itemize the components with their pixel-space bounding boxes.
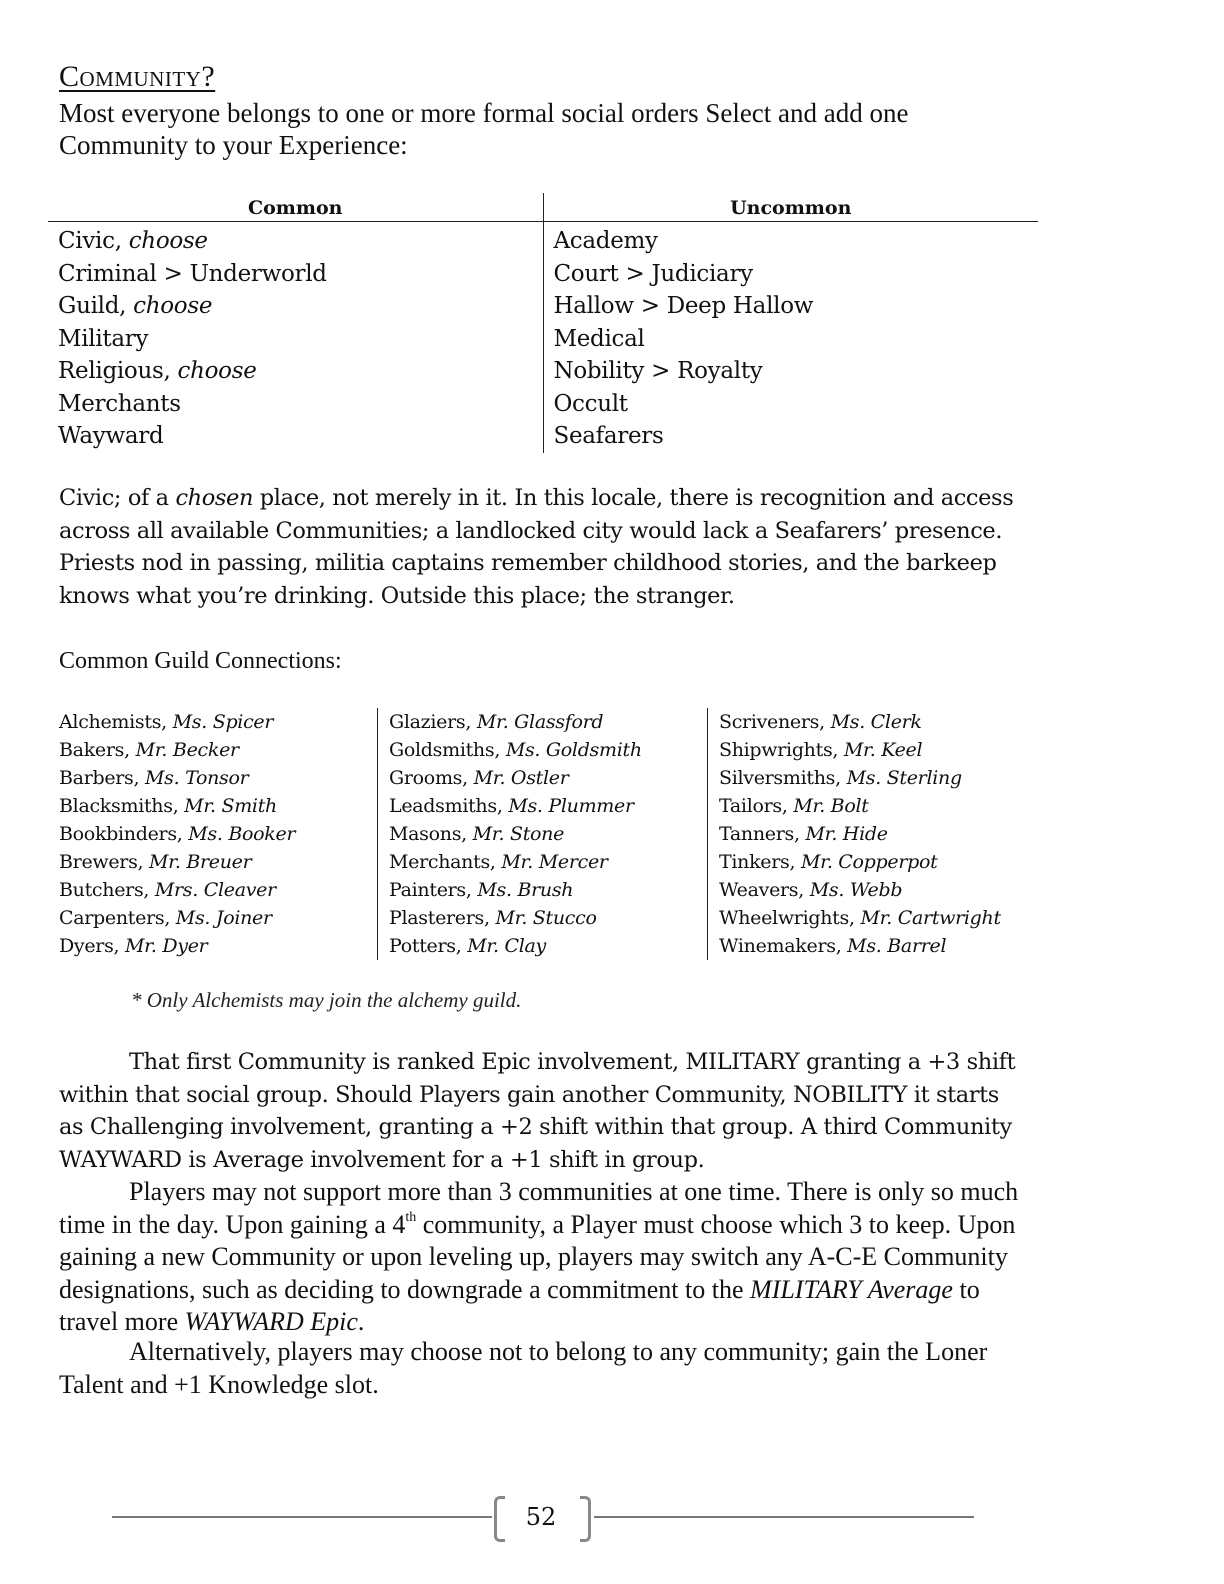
guild-name: Merchants bbox=[389, 851, 490, 873]
common-community-item: Merchants bbox=[58, 390, 181, 417]
guild-name: Plasterers bbox=[389, 907, 484, 929]
guild-contact: Mr. Stone bbox=[472, 823, 565, 845]
guild-name: Butchers bbox=[59, 879, 144, 901]
guild-name: Silversmiths bbox=[719, 767, 836, 789]
community-table bbox=[48, 193, 1038, 453]
guild-contact: Ms. Clerk bbox=[830, 711, 922, 733]
guild-item: Merchants, Mr. Mercer bbox=[389, 851, 608, 873]
uncommon-community-item: Academy bbox=[553, 228, 658, 254]
guild-contact: Mr. Bolt bbox=[793, 795, 869, 817]
guild-contact: Mr. Keel bbox=[843, 739, 923, 761]
guild-item: Goldsmiths, Ms. Goldsmith bbox=[389, 739, 642, 761]
uncommon-community-item: Nobility > Royalty bbox=[553, 358, 763, 384]
guild-item: Brewers, Mr. Breuer bbox=[59, 851, 252, 873]
section-heading: Community? bbox=[59, 60, 216, 93]
common-column bbox=[48, 222, 544, 453]
guild-contact: Mr. Smith bbox=[184, 795, 277, 817]
guild-name: Masons bbox=[389, 823, 462, 845]
guild-contact: Mr. Clay bbox=[467, 935, 546, 957]
guild-item: Weavers, Ms. Webb bbox=[719, 879, 903, 901]
common-community-item: Criminal > Underworld bbox=[58, 260, 327, 287]
common-community-item: Religious, choose bbox=[58, 358, 257, 384]
guild-contact: Ms. Booker bbox=[188, 823, 296, 845]
guild-name: Brewers bbox=[59, 851, 138, 873]
guild-item: Tinkers, Mr. Copperpot bbox=[719, 851, 938, 873]
guild-name: Carpenters bbox=[59, 907, 165, 929]
page-number: 52 bbox=[525, 1503, 557, 1531]
guild-name: Grooms bbox=[389, 767, 463, 789]
guild-connections-list bbox=[59, 708, 1039, 960]
guild-column-2 bbox=[377, 708, 707, 960]
guild-column-3 bbox=[707, 708, 1037, 960]
uncommon-community-item: Seafarers bbox=[553, 423, 664, 449]
guild-item: Silversmiths, Ms. Sterling bbox=[719, 767, 962, 789]
guild-contact: Mr. Glassford bbox=[476, 711, 604, 733]
guild-contact: Mr. Hide bbox=[805, 823, 888, 845]
guild-name: Painters bbox=[389, 879, 466, 901]
guild-name: Bakers bbox=[59, 739, 125, 761]
guild-contact: Mr. Copperpot bbox=[800, 851, 938, 873]
right-bracket-icon bbox=[580, 1496, 591, 1542]
uncommon-community-item: Occult bbox=[553, 390, 628, 417]
guild-contact: Ms. Barrel bbox=[847, 935, 947, 957]
uncommon-community-item: Medical bbox=[553, 325, 645, 352]
guild-item: Scriveners, Ms. Clerk bbox=[719, 711, 922, 733]
page-footer bbox=[112, 1494, 974, 1540]
guild-item: Butchers, Mrs. Cleaver bbox=[59, 879, 276, 901]
guild-column-1 bbox=[59, 708, 377, 960]
guild-item: Winemakers, Ms. Barrel bbox=[719, 935, 947, 957]
guild-connections-title: Common Guild Connections: bbox=[59, 648, 342, 674]
guild-name: Wheelwrights bbox=[719, 907, 849, 929]
guild-item: Glaziers, Mr. Glassford bbox=[389, 711, 604, 733]
guild-item: Shipwrights, Mr. Keel bbox=[719, 739, 923, 761]
guild-name: Shipwrights bbox=[719, 739, 833, 761]
left-bracket-icon bbox=[494, 1496, 505, 1542]
paragraph-limit: Players may not support more than 3 communities at one time. There is only so much time in the day. Upon gaining a 4th community, a Player must choose which 3 to keep. Upon gaining a new Community or upon leveling up, players may switch any A-C-E Community designations, such as deciding to downgrade a commitment to the MILITARY Average to travel more WAYWARD Epic. bbox=[59, 1177, 1019, 1336]
guild-item: Tailors, Mr. Bolt bbox=[719, 795, 869, 817]
guild-name: Tailors bbox=[719, 795, 782, 817]
guild-contact: Ms. Brush bbox=[477, 879, 574, 901]
uncommon-column bbox=[544, 222, 1039, 453]
guild-item: Barbers, Ms. Tonsor bbox=[59, 767, 249, 789]
guild-name: Tinkers bbox=[719, 851, 790, 873]
guild-name: Weavers bbox=[719, 879, 799, 901]
alchemist-footnote: * Only Alchemists may join the alchemy guild. bbox=[131, 988, 522, 1012]
guild-item: Dyers, Mr. Dyer bbox=[59, 935, 208, 957]
guild-contact: Mrs. Cleaver bbox=[154, 879, 276, 901]
guild-name: Bookbinders bbox=[59, 823, 177, 845]
guild-item: Grooms, Mr. Ostler bbox=[389, 767, 569, 789]
common-community-item: Guild, choose bbox=[58, 293, 213, 319]
civic-paragraph: Civic; of a chosen place, not merely in it. In this locale, there is recognition and access across all available Communities; a landlocked city would lack a Seafarers’ presence. Priests nod in passing, militia captains remember childhood stories, and the barkeep knows what you’re drinking. Outside this place; the stranger. bbox=[59, 485, 1014, 609]
guild-name: Tanners bbox=[719, 823, 794, 845]
guild-contact: Ms. Webb bbox=[809, 879, 903, 901]
guild-contact: Mr. Mercer bbox=[501, 851, 608, 873]
guild-name: Dyers bbox=[59, 935, 114, 957]
guild-contact: Mr. Breuer bbox=[149, 851, 252, 873]
guild-name: Leadsmiths bbox=[389, 795, 497, 817]
intro-text: Most everyone belongs to one or more formal social orders Select and add one Community to your Experience: bbox=[59, 98, 909, 160]
guild-contact: Mr. Cartwright bbox=[860, 907, 1001, 929]
guild-name: Glaziers bbox=[389, 711, 466, 733]
guild-contact: Ms. Tonsor bbox=[145, 767, 249, 789]
guild-name: Potters bbox=[389, 935, 456, 957]
common-community-item: Civic, choose bbox=[58, 228, 208, 254]
header-common: Common bbox=[48, 193, 544, 221]
guild-item: Potters, Mr. Clay bbox=[389, 935, 546, 957]
paragraph-loner: Alternatively, players may choose not to belong to any community; gain the Loner Talent and +1 Knowledge slot. bbox=[59, 1337, 988, 1399]
guild-name: Winemakers bbox=[719, 935, 836, 957]
guild-item: Masons, Mr. Stone bbox=[389, 823, 565, 845]
guild-name: Scriveners bbox=[719, 711, 820, 733]
guild-item: Carpenters, Ms. Joiner bbox=[59, 907, 272, 929]
guild-name: Barbers bbox=[59, 767, 134, 789]
guild-item: Tanners, Mr. Hide bbox=[719, 823, 888, 845]
footer-rule-right bbox=[594, 1516, 974, 1518]
guild-contact: Ms. Goldsmith bbox=[505, 739, 642, 761]
common-community-item: Military bbox=[58, 325, 149, 352]
guild-contact: Ms. Plummer bbox=[508, 795, 634, 817]
guild-item: Wheelwrights, Mr. Cartwright bbox=[719, 907, 1001, 929]
guild-contact: Mr. Dyer bbox=[125, 935, 208, 957]
guild-contact: Mr. Becker bbox=[135, 739, 239, 761]
guild-item: Blacksmiths, Mr. Smith bbox=[59, 795, 277, 817]
guild-item: Leadsmiths, Ms. Plummer bbox=[389, 795, 634, 817]
guild-name: Goldsmiths bbox=[389, 739, 495, 761]
guild-name: Alchemists bbox=[59, 711, 162, 733]
footer-rule-left bbox=[112, 1516, 492, 1518]
guild-contact: Ms. Joiner bbox=[175, 907, 272, 929]
uncommon-community-item: Hallow > Deep Hallow bbox=[553, 293, 814, 319]
uncommon-community-item: Court > Judiciary bbox=[553, 260, 753, 287]
guild-contact: Ms. Sterling bbox=[846, 767, 962, 789]
guild-item: Painters, Ms. Brush bbox=[389, 879, 574, 901]
common-community-item: Wayward bbox=[58, 423, 164, 449]
header-uncommon: Uncommon bbox=[730, 197, 852, 219]
guild-item: Plasterers, Mr. Stucco bbox=[389, 907, 597, 929]
community-table-header bbox=[48, 193, 1038, 222]
guild-contact: Mr. Stucco bbox=[495, 907, 597, 929]
guild-name: Blacksmiths bbox=[59, 795, 173, 817]
guild-contact: Mr. Ostler bbox=[473, 767, 569, 789]
paragraph-rank: That first Community is ranked Epic involvement, MILITARY granting a +3 shift within that social group. Should Players gain another Community, NOBILITY it starts as Challenging involvement, granting a +2 shift within that group. A third Community WAYWARD is Average involvement for a +1 shift in group. bbox=[59, 1049, 1016, 1173]
guild-item: Bakers, Mr. Becker bbox=[59, 739, 239, 761]
guild-contact: Ms. Spicer bbox=[172, 711, 274, 733]
guild-item: Bookbinders, Ms. Booker bbox=[59, 823, 296, 845]
guild-item: Alchemists, Ms. Spicer bbox=[59, 711, 274, 733]
